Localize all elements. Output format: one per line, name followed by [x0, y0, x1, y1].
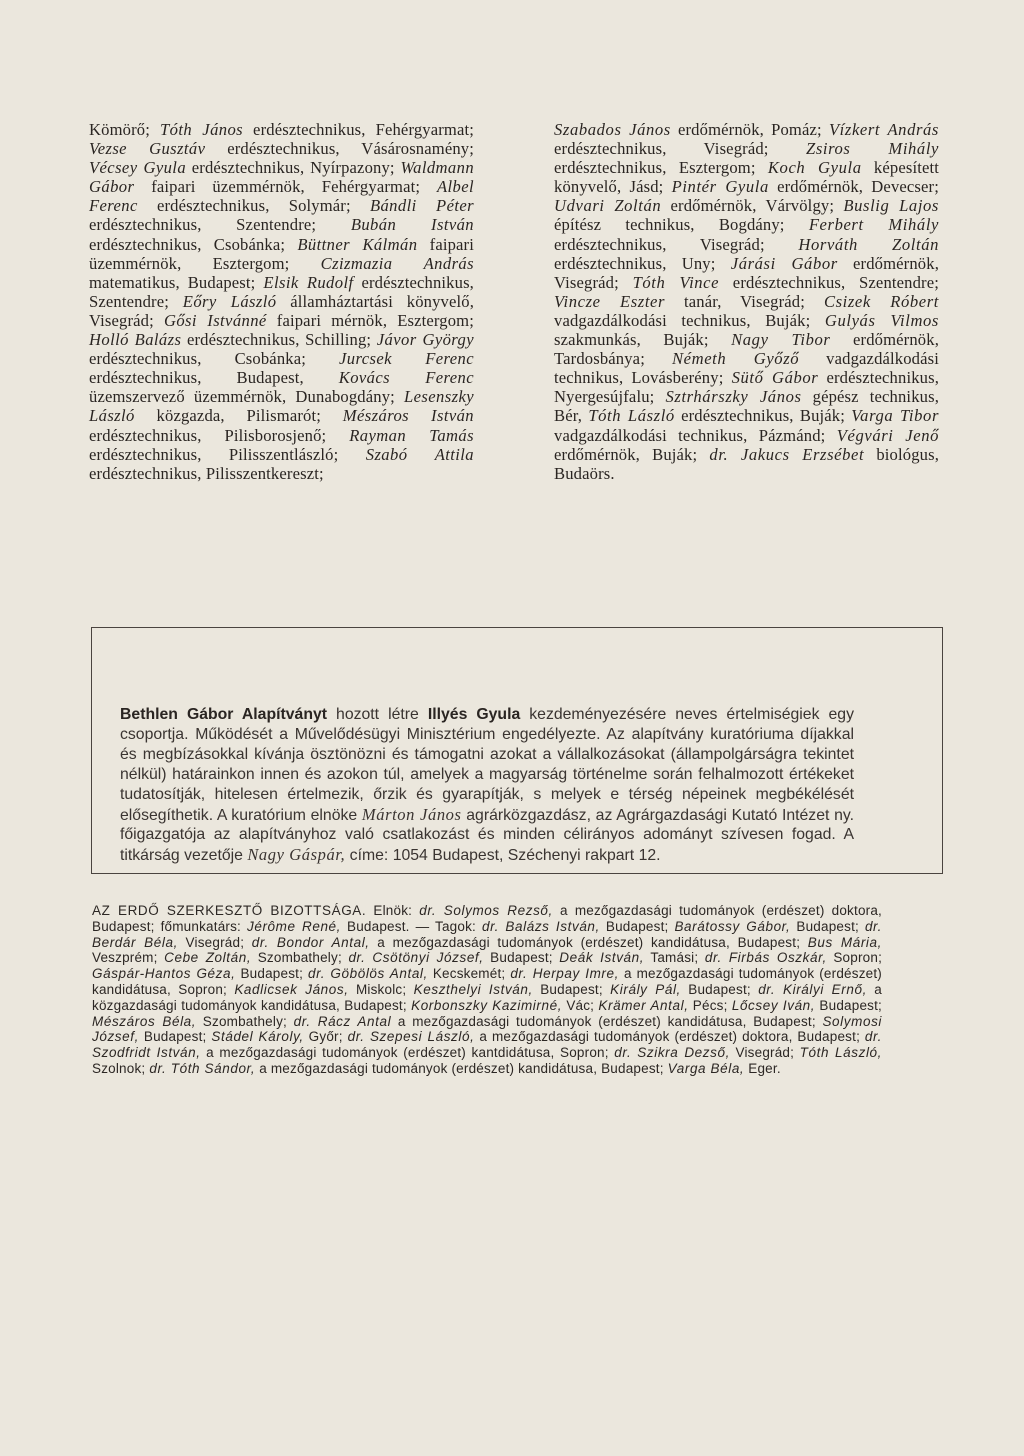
italic-name: dr. Szodfridt István, — [92, 1029, 882, 1061]
plain-text: erdésztechnikus, Csobánka; — [89, 234, 298, 254]
foundation-notice-text — [120, 705, 854, 866]
plain-text: Elnök: — [366, 903, 420, 918]
italic-name: Végvári Jenő — [836, 425, 939, 445]
plain-text: erdésztechnikus, Esztergom; — [554, 158, 768, 178]
italic-name: Tóth János — [160, 120, 244, 139]
plain-text: erdésztechnikus, Pilisszentkereszt; — [89, 463, 324, 483]
plain-text: agrárközgazdász, az Agrárgazdasági Kutató Intézet ny. főigazgatója az alapítványhoz való csatlakozást és minden célirányos adományt szívesen fogad. A titkárság vezetője — [120, 806, 854, 865]
italic-name: Bubán István — [350, 215, 474, 235]
plain-text: Budapest; — [680, 981, 759, 997]
italic-name: dr. Csötönyi József, — [348, 950, 484, 966]
editorial-board-footer — [92, 903, 882, 1077]
plain-text: címe: 1054 Budapest, Széchenyi rakpart 12. — [345, 847, 661, 865]
plain-text: erdésztechnikus, Visegrád; — [554, 139, 806, 159]
italic-name: Lesenszky László — [89, 387, 474, 426]
plain-text: erdésztechnikus, Szentendre; — [719, 272, 940, 292]
italic-name: Udvari Zoltán — [554, 196, 662, 216]
italic-name: Király Pál, — [610, 981, 681, 997]
plain-text: Budapest; — [599, 918, 675, 934]
plain-text: erdésztechnikus, Csobánka; — [89, 349, 340, 369]
italic-name: Barátossy Gábor, — [674, 918, 791, 934]
plain-text: vadgazdálkodási technikus, Lovásberény; — [554, 349, 940, 388]
plain-text: erdésztechnikus, Fehérgyarmat; — [243, 120, 475, 139]
plain-text: erdésztechnikus, Pilisszentlászló; — [89, 444, 366, 464]
plain-text: faipari üzemmérnök, Fehérgyarmat; — [134, 177, 437, 197]
italic-name: Jávor György — [376, 330, 474, 350]
italic-name: dr. Szikra Dezső, — [614, 1045, 730, 1061]
italic-name: Csizek Róbert — [823, 291, 939, 311]
italic-name: Szabados János — [554, 120, 671, 139]
plain-text: erdőmérnök, Visegrád; — [554, 253, 939, 292]
italic-name: dr. Jakucs Erzsébet — [709, 444, 865, 464]
italic-name: Bus Mária, — [807, 934, 882, 950]
plain-text: gépész technikus, Bér, — [554, 387, 939, 426]
plain-text: a mezőgazdasági tudományok (erdészet) doktora, Budapest; — [474, 1029, 865, 1045]
italic-name: Krämer Antal, — [598, 997, 689, 1013]
italic-name: Járási Gábor — [730, 253, 838, 273]
plain-text: erdésztechnikus, Uny; — [554, 253, 731, 273]
plain-text: Győr; — [303, 1029, 348, 1045]
plain-text: Tamási; — [644, 950, 705, 966]
italic-name: Korbonszky Kazimirné, — [411, 997, 563, 1013]
italic-name: Vezse Gusztáv — [89, 139, 206, 159]
italic-name: dr. Balázs István, — [481, 918, 600, 934]
italic-name: Németh Győző — [671, 349, 800, 369]
italic-name: Gulyás Vilmos — [824, 310, 939, 330]
italic-name: Pintér Gyula — [671, 177, 769, 197]
italic-name: Márton János — [361, 804, 462, 824]
plain-text: Sopron; — [826, 950, 883, 966]
italic-name: Vincze Eszter — [554, 291, 666, 311]
italic-name: dr. Tóth Sándor, — [149, 1060, 256, 1076]
italic-name: Keszthelyi István, — [413, 981, 533, 997]
plain-text: Pécs; — [688, 997, 732, 1013]
italic-name: dr. Szepesi László, — [347, 1029, 475, 1045]
italic-name: Nagy Gáspár, — [247, 845, 346, 865]
plain-text: erdésztechnikus, Nyergesújfalu; — [554, 368, 940, 407]
italic-name: Mészáros István — [342, 406, 474, 426]
plain-text: Szombathely; — [196, 1013, 294, 1029]
plain-text: közgazda, Pilismarót; — [134, 406, 343, 426]
right-column-text — [554, 120, 939, 483]
plain-text: Vác; — [562, 997, 599, 1013]
plain-text: faipari mérnök, Esztergom; — [266, 310, 474, 330]
plain-text: a mezőgazdasági tudományok (erdészet) kantdidátusa, Sopron; — [200, 1045, 615, 1061]
plain-text: erdésztechnikus, Nyírpazony; — [186, 158, 401, 178]
italic-name: Eőry László — [182, 291, 277, 311]
italic-name: Kadlicsek János, — [234, 981, 349, 997]
plain-text: Visegrád; — [177, 934, 252, 950]
plain-text: erdésztechnikus, Vásárosnamény; — [205, 139, 474, 159]
plain-text: erdésztechnikus, Schilling; — [181, 330, 377, 350]
plain-text: a mezőgazdasági tudományok (erdészet) kandidátusa, Budapest; — [369, 934, 808, 950]
italic-name: Elsik Rudolf — [263, 272, 354, 292]
left-column-text — [89, 120, 474, 483]
left-column — [89, 120, 474, 483]
italic-name: Solymosi József, — [92, 1013, 883, 1045]
italic-name: Ferbert Mihály — [808, 215, 939, 235]
plain-text: hozott létre — [327, 706, 428, 723]
plain-text: biológus, Budaörs. — [554, 444, 939, 483]
plain-text: a mezőgazdasági tudományok (erdészet) kandidátusa, Budapest; — [391, 1013, 823, 1029]
italic-name: Tóth László, — [799, 1045, 882, 1061]
plain-text: építész technikus, Bogdány; — [554, 215, 809, 235]
italic-name: dr. Solymos Rezső, — [419, 903, 553, 918]
plain-text: vadgazdálkodási technikus, Pázmánd; — [554, 425, 837, 445]
plain-text: Budapest. — Tagok: — [341, 918, 482, 934]
right-column — [554, 120, 939, 483]
plain-text: erdésztechnikus, Visegrád; — [554, 234, 799, 254]
italic-name: Tóth Vince — [632, 272, 720, 292]
italic-name: Stádel Károly, — [211, 1029, 304, 1045]
italic-name: Jérôme René, — [247, 918, 342, 934]
plain-text: képesített könyvelő, Jásd; — [554, 158, 940, 197]
italic-name: Czizmazia András — [320, 253, 474, 273]
italic-name: Bándli Péter — [369, 196, 474, 216]
plain-text: Kecskemét; — [427, 966, 511, 982]
plain-text: Budapest; — [235, 966, 308, 982]
plain-text: Kömörő; — [89, 120, 160, 139]
plain-text: Visegrád; — [729, 1045, 800, 1061]
italic-name: Sütő Gábor — [731, 368, 819, 388]
italic-name: Vécsey Gyula — [89, 158, 187, 178]
plain-text: a mezőgazdasági tudományok (erdészet) doktora, Budapest; főmunkatárs: — [92, 903, 883, 934]
italic-name: Albel Ferenc — [89, 177, 474, 216]
plain-text: a közgazdasági tudományok kandidátusa, Budapest; — [92, 981, 882, 1013]
plain-text: a mezőgazdasági tudományok (erdészet) kandidátusa, Budapest; — [255, 1060, 668, 1076]
italic-name: Varga Tibor — [851, 406, 939, 426]
plain-text: Budapest; — [532, 981, 611, 997]
plain-text: vadgazdálkodási technikus, Buják; — [554, 310, 825, 330]
italic-name: Waldmann Gábor — [89, 158, 475, 197]
section-heading: AZ ERDŐ SZERKESZTŐ BIZOTTSÁGA. — [92, 903, 367, 918]
italic-name: Büttner Kálmán — [297, 234, 418, 254]
plain-text: erdésztechnikus, Pilisborosjenő; — [89, 425, 350, 445]
italic-name: Varga Béla, — [667, 1060, 745, 1076]
foundation-notice-paragraph — [120, 705, 854, 866]
italic-name: Tóth László — [588, 406, 675, 426]
plain-text: erdésztechnikus, Szentendre; — [89, 272, 474, 311]
plain-text: Budapest; — [138, 1029, 212, 1045]
plain-text: Budapest; — [790, 918, 865, 934]
italic-name: Vízkert András — [828, 120, 939, 139]
plain-text: szakmunkás, Buják; — [554, 330, 732, 350]
italic-name: Kovács Ferenc — [338, 368, 475, 388]
plain-text: erdésztechnikus, Solymár; — [137, 196, 370, 216]
plain-text: kezdeményezésére neves értelmiségiek egy csoportja. Működését a Művelődésügyi Minisztérium engedélyezte. Az alapítvány kuratóriuma díjakkal és megbízásokkal kívánja ösztönözni és támogatni azokat a vállalkozásokat (állampolgárságra tekintet nélkül) határainkon innen és azokon túl, amelyek a magyarság történelme során felhalmozott értékeket tudatosítják, hitelesen értelmezik, őrzik és gyarapítják, s melyek e térség népeinek megbékélését elősegíthetik. A kuratórium elnöke — [120, 706, 854, 824]
italic-name: Nagy Tibor — [731, 330, 831, 350]
plain-text: államháztartási könyvelő, Visegrád; — [89, 291, 475, 330]
plain-text: faipari üzemmérnök, Esztergom; — [89, 234, 474, 273]
italic-name: Szabó Attila — [365, 444, 474, 464]
plain-text: Budapest; — [815, 997, 883, 1013]
italic-name: dr. Göbölös Antal, — [308, 966, 428, 982]
plain-text: Miskolc; — [348, 981, 414, 997]
plain-text: tanár, Visegrád; — [665, 291, 824, 311]
italic-name: dr. Királyi Ernő, — [758, 981, 867, 997]
plain-text: Eger. — [744, 1060, 781, 1076]
plain-text: erdőmérnök, Tardosbánya; — [554, 330, 939, 369]
italic-name: Gáspár-Hantos Géza, — [92, 966, 236, 982]
plain-text: erdésztechnikus, Szentendre; — [89, 215, 351, 235]
plain-text: erdőmérnök, Buják; — [554, 444, 710, 464]
plain-text: Budapest; — [483, 950, 560, 966]
bold-text: Bethlen Gábor Alapítványt — [120, 706, 328, 723]
italic-name: Holló Balázs — [89, 330, 182, 350]
plain-text: erdésztechnikus, Budapest, — [89, 368, 339, 388]
plain-text: erdésztechnikus, Buják; — [674, 406, 852, 426]
plain-text: erdőmérnök, Várvölgy; — [661, 196, 844, 216]
italic-name: Sztrhárszky János — [665, 387, 802, 407]
italic-name: dr. Rácz Antal — [293, 1013, 392, 1029]
italic-name: dr. Bondor Antal, — [251, 934, 370, 950]
plain-text: Szombathely; — [251, 950, 349, 966]
italic-name: Lőcsey Iván, — [731, 997, 816, 1013]
italic-name: Zsiros Mihály — [806, 139, 939, 159]
plain-text: erdőmérnök, Devecser; — [768, 177, 939, 197]
italic-name: dr. Herpay Imre, — [510, 966, 619, 982]
editorial-board-paragraph — [92, 903, 882, 1077]
plain-text: erdőmérnök, Pomáz; — [670, 120, 829, 139]
italic-name: Koch Gyula — [767, 158, 862, 178]
italic-name: dr. Berdár Béla, — [92, 918, 883, 950]
plain-text: a mezőgazdasági tudományok (erdészet) kandidátusa, Sopron; — [92, 966, 883, 997]
name-list-columns — [89, 120, 939, 483]
italic-name: Cebe Zoltán, — [164, 950, 252, 966]
italic-name: Rayman Tamás — [349, 425, 474, 445]
bold-text: Illyés Gyula — [427, 706, 521, 723]
italic-name: Horváth Zoltán — [798, 234, 939, 254]
plain-text: matematikus, Budapest; — [89, 272, 264, 292]
plain-text: Szolnok; — [92, 1060, 150, 1076]
plain-text: üzemszervező üzemmérnök, Dunabogdány; — [89, 387, 405, 407]
italic-name: dr. Firbás Oszkár, — [704, 950, 827, 966]
italic-name: Buslig Lajos — [843, 196, 939, 216]
italic-name: Deák István, — [559, 950, 645, 966]
italic-name: Gősi Istvánné — [163, 310, 267, 330]
plain-text: Veszprém; — [92, 950, 165, 966]
italic-name: Mészáros Béla, — [92, 1013, 197, 1029]
italic-name: Jurcsek Ferenc — [339, 349, 474, 369]
